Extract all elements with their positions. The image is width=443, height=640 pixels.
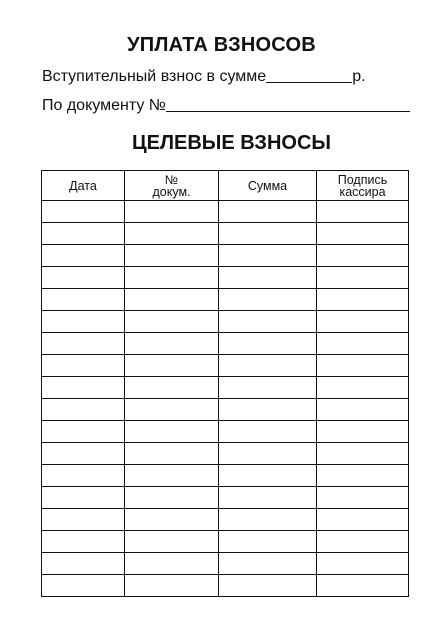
amount-cell[interactable]: [219, 531, 317, 553]
doc-number-cell[interactable]: [125, 377, 219, 399]
doc-number-cell[interactable]: [125, 333, 219, 355]
doc-number-cell[interactable]: [125, 421, 219, 443]
column-header-doc-number: [125, 171, 219, 201]
date-cell[interactable]: [42, 509, 125, 531]
date-cell[interactable]: [42, 245, 125, 267]
table-row: [42, 377, 409, 399]
amount-cell[interactable]: [219, 421, 317, 443]
entry-fee-line: [42, 68, 410, 86]
column-header-doc-number-line2: докум.: [152, 184, 191, 199]
contributions-table: [41, 170, 409, 597]
table-row: [42, 487, 409, 509]
entry-fee-blank[interactable]: [266, 68, 352, 83]
date-cell[interactable]: [42, 487, 125, 509]
table-row: [42, 289, 409, 311]
table-row: [42, 245, 409, 267]
signature-cell[interactable]: [317, 443, 409, 465]
date-cell[interactable]: [42, 267, 125, 289]
table-header-row: [42, 171, 409, 201]
amount-cell[interactable]: [219, 465, 317, 487]
amount-cell[interactable]: [219, 575, 317, 597]
date-cell[interactable]: [42, 311, 125, 333]
table-row: [42, 553, 409, 575]
signature-cell[interactable]: [317, 201, 409, 223]
amount-cell[interactable]: [219, 223, 317, 245]
column-header-cashier-signature: [317, 171, 409, 201]
amount-cell[interactable]: [219, 311, 317, 333]
date-cell[interactable]: [42, 575, 125, 597]
document-label: По документу №: [42, 97, 166, 114]
date-cell[interactable]: [42, 289, 125, 311]
amount-cell[interactable]: [219, 201, 317, 223]
signature-cell[interactable]: [317, 223, 409, 245]
amount-cell[interactable]: [219, 289, 317, 311]
doc-number-cell[interactable]: [125, 289, 219, 311]
table-body: [42, 201, 409, 597]
signature-cell[interactable]: [317, 355, 409, 377]
signature-cell[interactable]: [317, 289, 409, 311]
signature-cell[interactable]: [317, 553, 409, 575]
table-row: [42, 311, 409, 333]
amount-cell[interactable]: [219, 355, 317, 377]
doc-number-cell[interactable]: [125, 575, 219, 597]
date-cell[interactable]: [42, 553, 125, 575]
document-line: [42, 97, 410, 115]
doc-number-cell[interactable]: [125, 509, 219, 531]
entry-fee-unit: р.: [352, 68, 366, 85]
amount-cell[interactable]: [219, 267, 317, 289]
amount-cell[interactable]: [219, 553, 317, 575]
doc-number-cell[interactable]: [125, 311, 219, 333]
date-cell[interactable]: [42, 333, 125, 355]
doc-number-cell[interactable]: [125, 201, 219, 223]
date-cell[interactable]: [42, 223, 125, 245]
column-header-amount-text: Сумма: [247, 178, 288, 193]
signature-cell[interactable]: [317, 509, 409, 531]
doc-number-cell[interactable]: [125, 245, 219, 267]
amount-cell[interactable]: [219, 399, 317, 421]
column-header-doc-number-line1: №: [164, 172, 179, 187]
table-row: [42, 399, 409, 421]
doc-number-cell[interactable]: [125, 553, 219, 575]
date-cell[interactable]: [42, 399, 125, 421]
date-cell[interactable]: [42, 377, 125, 399]
date-cell[interactable]: [42, 421, 125, 443]
table-row: [42, 421, 409, 443]
table-row: [42, 443, 409, 465]
signature-cell[interactable]: [317, 245, 409, 267]
date-cell[interactable]: [42, 443, 125, 465]
table-row: [42, 223, 409, 245]
signature-cell[interactable]: [317, 531, 409, 553]
amount-cell[interactable]: [219, 443, 317, 465]
doc-number-cell[interactable]: [125, 443, 219, 465]
table-row: [42, 465, 409, 487]
table-row: [42, 333, 409, 355]
signature-cell[interactable]: [317, 333, 409, 355]
date-cell[interactable]: [42, 355, 125, 377]
entry-fee-label: Вступительный взнос в сумме: [42, 68, 267, 85]
amount-cell[interactable]: [219, 377, 317, 399]
page-title: УПЛАТА ВЗНОСОВ: [127, 34, 316, 56]
signature-cell[interactable]: [317, 487, 409, 509]
amount-cell[interactable]: [219, 245, 317, 267]
column-header-amount: [219, 171, 317, 201]
date-cell[interactable]: [42, 531, 125, 553]
table-row: [42, 267, 409, 289]
section-title: ЦЕЛЕВЫЕ ВЗНОСЫ: [132, 132, 331, 154]
date-cell[interactable]: [42, 465, 125, 487]
document-number-blank[interactable]: [166, 97, 410, 112]
signature-cell[interactable]: [317, 399, 409, 421]
table-row: [42, 531, 409, 553]
table-row: [42, 509, 409, 531]
table-row: [42, 201, 409, 223]
doc-number-cell[interactable]: [125, 223, 219, 245]
doc-number-cell[interactable]: [125, 355, 219, 377]
doc-number-cell[interactable]: [125, 399, 219, 421]
doc-number-cell[interactable]: [125, 267, 219, 289]
column-header-signature-line1: Подпись: [337, 172, 388, 187]
column-header-signature-line2: кассира: [339, 184, 386, 199]
signature-cell[interactable]: [317, 377, 409, 399]
doc-number-cell[interactable]: [125, 531, 219, 553]
signature-cell[interactable]: [317, 575, 409, 597]
signature-cell[interactable]: [317, 267, 409, 289]
signature-cell[interactable]: [317, 311, 409, 333]
column-header-date-text: Дата: [69, 178, 97, 193]
signature-cell[interactable]: [317, 465, 409, 487]
table-row: [42, 355, 409, 377]
amount-cell[interactable]: [219, 487, 317, 509]
doc-number-cell[interactable]: [125, 465, 219, 487]
signature-cell[interactable]: [317, 421, 409, 443]
amount-cell[interactable]: [219, 509, 317, 531]
amount-cell[interactable]: [219, 333, 317, 355]
table-row: [42, 575, 409, 597]
column-header-date: [42, 171, 125, 201]
doc-number-cell[interactable]: [125, 487, 219, 509]
date-cell[interactable]: [42, 201, 125, 223]
